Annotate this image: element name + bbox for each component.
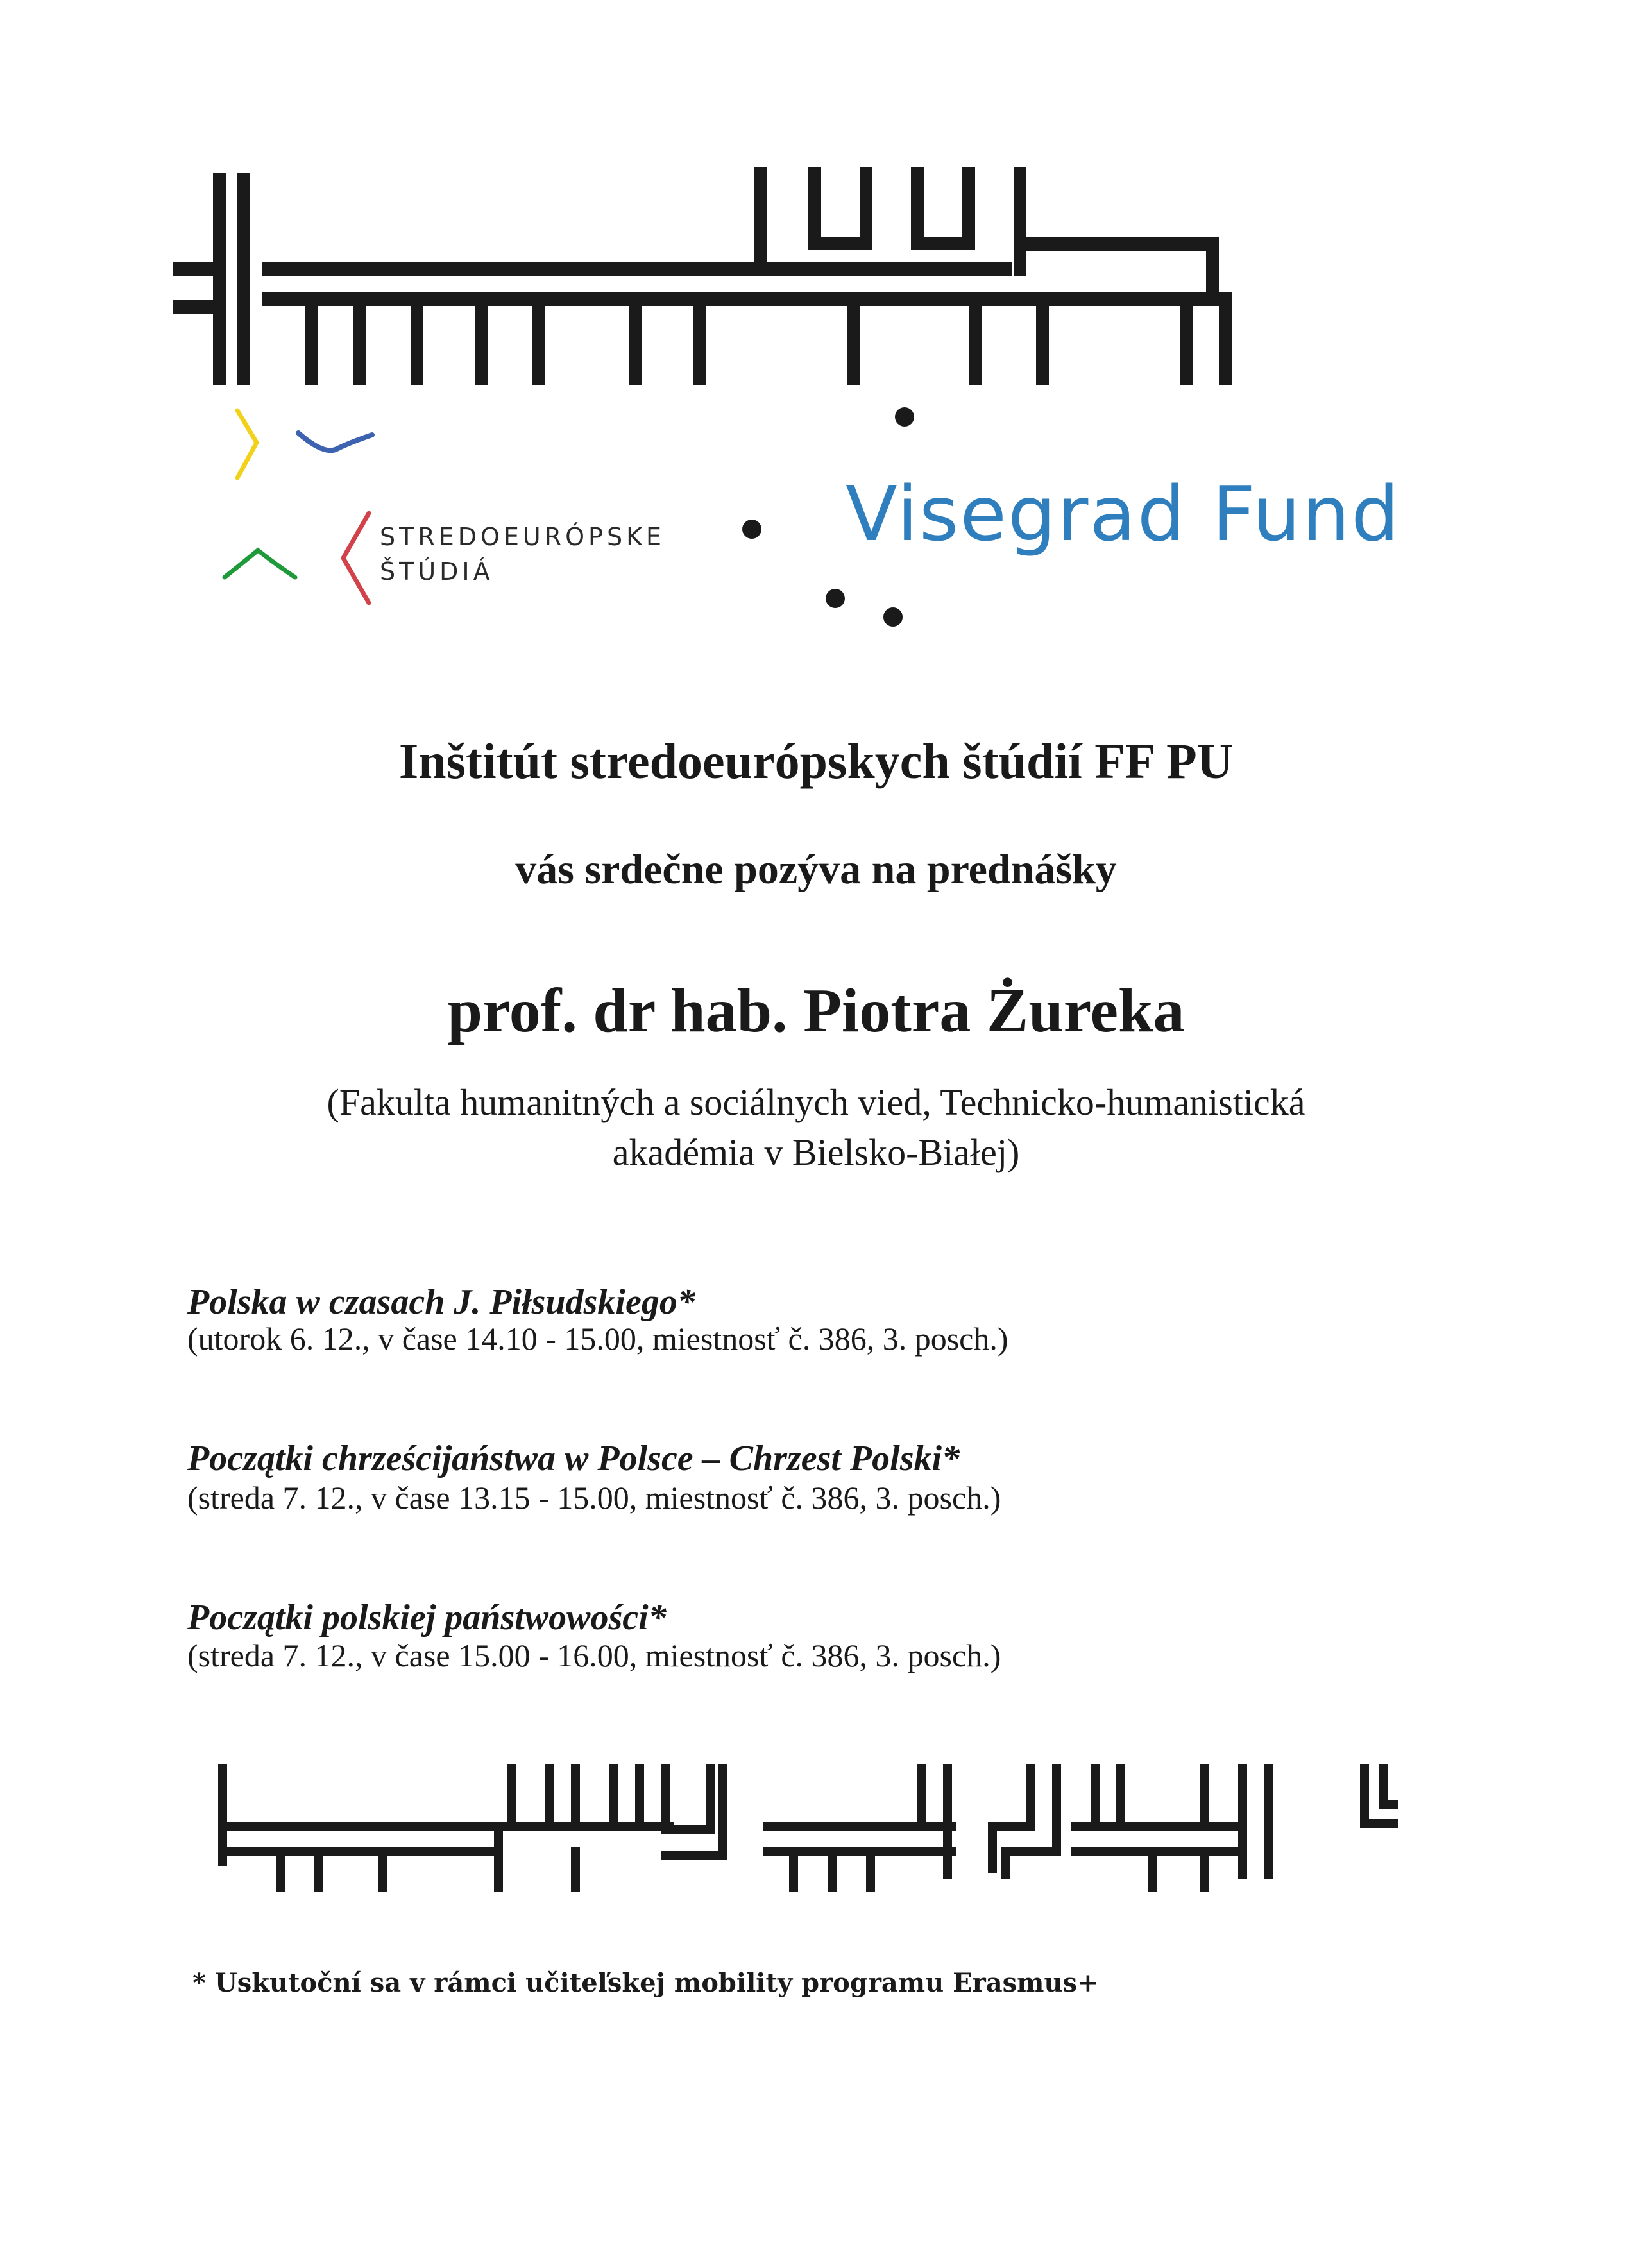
- lecture-2-title: Początki chrześcijaństwa w Polsce – Chrzest Polski*: [187, 1439, 960, 1478]
- invitation-line: vás srdečne pozýva na prednášky: [515, 846, 1117, 893]
- visegrad-fund-logo: Visegrad Fund: [846, 470, 1401, 558]
- affiliation-line-1: (Fakulta humanitných a sociálnych vied, Technicko-humanistická: [327, 1081, 1305, 1123]
- institute-title: Inštitút stredoeurópskych štúdií FF PU: [398, 733, 1234, 789]
- bottom-pattern-decoration: [212, 1751, 1405, 1892]
- lecture-2-info: (streda 7. 12., v čase 13.15 - 15.00, miestnosť č. 386, 3. posch.): [187, 1480, 1001, 1516]
- lecture-3-title: Początki polskiej państwowości*: [187, 1598, 667, 1638]
- lecture-1-info: (utorok 6. 12., v čase 14.10 - 15.00, miestnosť č. 386, 3. posch.): [187, 1321, 1008, 1357]
- footnote: * Uskutoční sa v rámci učiteľskej mobility programu Erasmus+: [192, 1968, 1099, 1998]
- top-pattern-decoration: [167, 160, 1283, 391]
- stredoeuropske-logo-line2: ŠTÚDIÁ: [380, 557, 494, 586]
- stredoeuropske-studia-logo-icon: [212, 404, 391, 609]
- lecture-1-title: Polska w czasach J. Piłsudskiego*: [187, 1282, 695, 1322]
- speaker-name: prof. dr hab. Piotra Żureka: [447, 976, 1185, 1045]
- stredoeuropske-logo-line1: STREDOEURÓPSKE: [380, 523, 666, 551]
- lecture-3-info: (streda 7. 12., v čase 15.00 - 16.00, miestnosť č. 386, 3. posch.): [187, 1638, 1001, 1673]
- affiliation-line-2: akadémia v Bielsko-Białej): [612, 1131, 1020, 1173]
